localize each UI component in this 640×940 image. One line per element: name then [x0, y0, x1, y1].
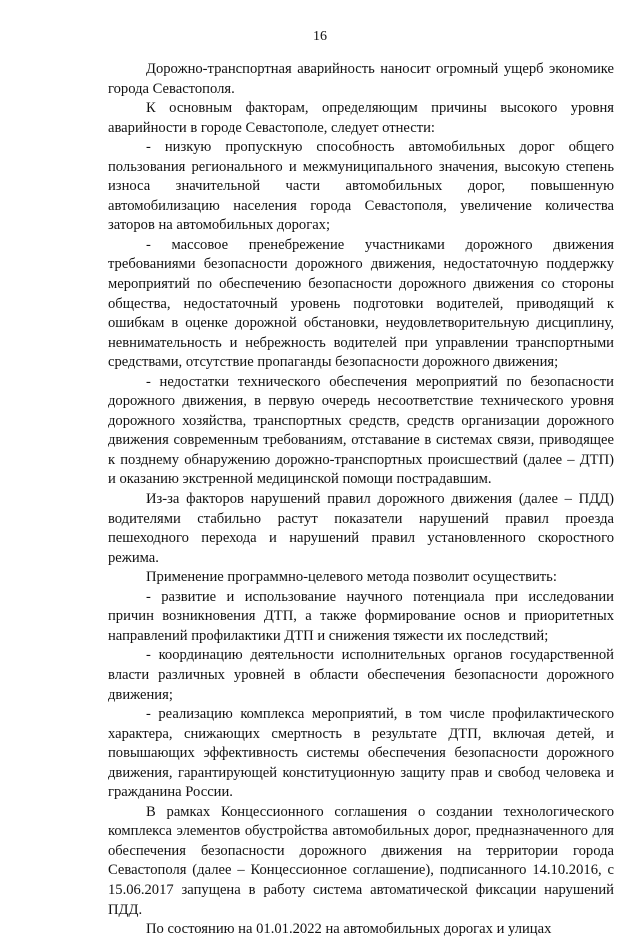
paragraph-traffic-violations: Из-за факторов нарушений правил дорожного движения (далее – ПДД) водителями стабильно растут показатели нарушений правил проезда пешеходного перехода и нарушений правил установленного скоростного режима. [108, 491, 614, 566]
document-body [108, 60, 614, 940]
paragraph-program-method-intro: Применение программно-целевого метода позволит осуществить: [146, 569, 557, 586]
paragraph-main-factors-intro: К основным факторам, определяющим причины высокого уровня аварийности в городе Севастополе, следует отнести: [108, 100, 614, 136]
paragraph-concession-agreement: В рамках Концессионного соглашения о создании технологического комплекса элементов обустройства автомобильных дорог, предназначенного для обеспечения безопасности дорожного движения на территории города Севастополя (далее – Концессионное соглашение), подписанного 14.10.2016, с 15.06.2017 запущена в работу система автоматической фиксации нарушений ПДД. [108, 803, 614, 918]
paragraph-goal-research: - развитие и использование научного потенциала при исследовании причин возникновения ДТП, а также формирование основ и приоритетных направлений профилактики ДТП и снижения тяжести их последствий; [108, 588, 614, 644]
paragraph-accident-damage: Дорожно-транспортная аварийность наносит огромный ущерб экономике города Севастополя. [108, 61, 614, 97]
page-number: 16 [313, 29, 327, 44]
paragraph-status-2022: По состоянию на 01.01.2022 на автомобильных дорогах и улицах [146, 921, 552, 938]
paragraph-goal-coordination: - координацию деятельности исполнительных органов государственной власти различных уровней в области обеспечения безопасности дорожного движения; [108, 647, 614, 703]
paragraph-goal-measures: - реализацию комплекса мероприятий, в том числе профилактического характера, снижающих смертность в результате ДТП, включая детей, и повышающих эффективность системы обеспечения безопасности дорожного движения, гарантирующей конституционную защиту прав и свобод человека и гражданина России. [108, 706, 614, 801]
paragraph-factor-road-capacity: - низкую пропускную способность автомобильных дорог общего пользования регионального и межмуниципального значения, высокую степень износа значительной части автомобильных дорог, повышенную автомобилизацию населения города Севастополя, увеличение количества заторов на автомобильных дорогах; [108, 139, 614, 234]
paragraph-factor-neglect-of-safety: - массовое пренебрежение участниками дорожного движения требованиями безопасности дорожного движения, недостаточную поддержку мероприятий по обеспечению безопасности дорожного движения со стороны общества, недостаточный уровень подготовки водителей, приводящий к ошибкам в оценке дорожной обстановки, неудовлетворительную дисциплину, невнимательность и небрежность водителей при управлении транспортными средствами, отсутствие пропаганды безопасности дорожного движения; [108, 236, 614, 371]
paragraph-factor-technical-shortcomings: - недостатки технического обеспечения мероприятий по безопасности дорожного движения, в первую очередь несоответствие технического уровня дорожного хозяйства, транспортных средств, средств организации дорожного движения современным требованиям, отставание в системах связи, приводящее к позднему обнаружению дорожно-транспортных происшествий (далее – ДТП) и оказанию экстренной медицинской помощи пострадавшим. [108, 373, 614, 488]
